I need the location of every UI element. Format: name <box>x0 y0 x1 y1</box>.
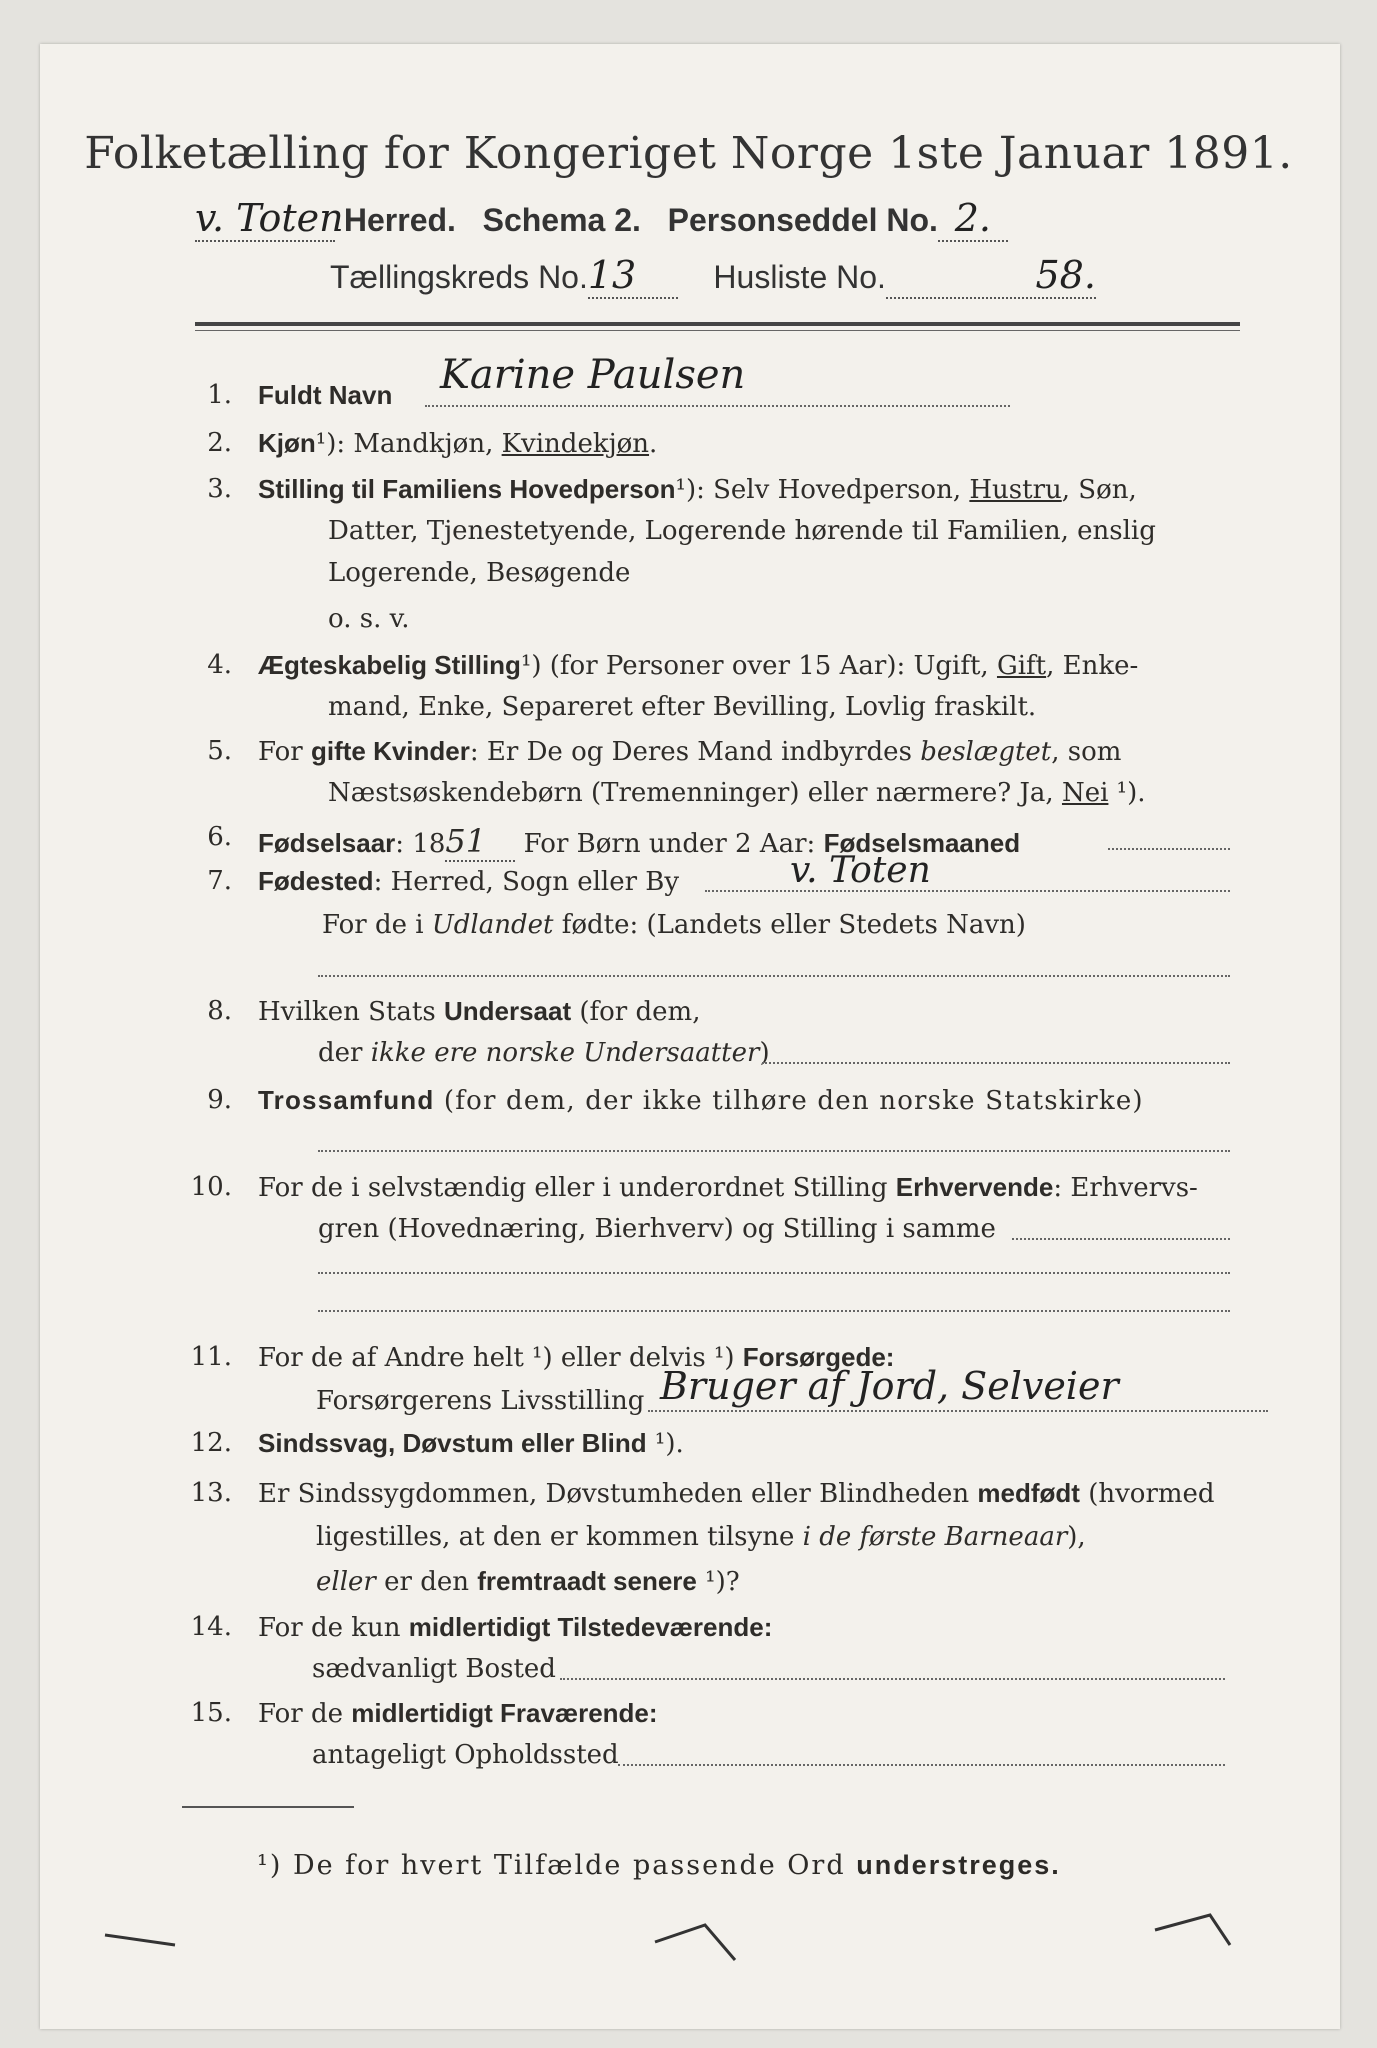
item-3-line-1: Stilling til Familiens Hovedperson¹): Selv Hovedperson, Hustru, Søn, <box>258 474 1137 505</box>
item-13-line-3: eller er den fremtraadt senere ¹)? <box>316 1566 740 1597</box>
item-13-line-1: Er Sindssygdommen, Døvstumheden eller Blindheden medfødt (hvormed <box>258 1478 1215 1509</box>
item-5-line-2: Næstsøskendebørn (Tremenninger) eller nærmere? Ja, Nei ¹). <box>328 778 1146 808</box>
item-number: 3. <box>207 474 232 504</box>
personseddel-value: 2. <box>954 196 992 240</box>
item-number: 14. <box>190 1612 232 1642</box>
item-13-line-2: ligestilles, at den er kommen tilsyne i de første Barneaar), <box>316 1522 1086 1552</box>
item-11-line-2: Forsørgerens Livsstilling <box>316 1386 645 1416</box>
item-number: 13. <box>190 1478 232 1508</box>
item-number: 12. <box>190 1428 232 1458</box>
husliste-value: 58. <box>1035 253 1096 297</box>
item-3-line-4: o. s. v. <box>328 604 410 634</box>
item-15-line-2: antageligt Opholdssted <box>312 1740 619 1770</box>
item-12-text: Sindssvag, Døvstum eller Blind ¹). <box>258 1428 684 1459</box>
item-3-line-2: Datter, Tjenestetyende, Logerende hørende til Familien, enslig <box>328 516 1156 546</box>
husliste-label: Husliste No. <box>713 259 886 295</box>
ink-stroke <box>1155 1915 1230 1945</box>
item-number: 2. <box>207 428 232 458</box>
footnote: ¹) De for hvert Tilfælde passende Ord understreges. <box>257 1850 1061 1881</box>
item-number: 8. <box>207 996 232 1026</box>
item-number: 10. <box>190 1172 232 1202</box>
item-10-line-1: For de i selvstændig eller i underordnet Stilling Erhvervende: Erhvervs- <box>258 1172 1198 1203</box>
item-11-line-1: For de af Andre helt ¹) eller delvis ¹) Forsørgede: <box>258 1342 895 1373</box>
item-7-line-2: For de i Udlandet fødte: (Landets eller Stedets Navn) <box>322 910 1026 940</box>
item-5-line-1: For gifte Kvinder: Er De og Deres Mand indbyrdes beslægtet, som <box>258 736 1122 767</box>
herred-value: v. Toten <box>195 196 344 240</box>
item-number: 1. <box>207 380 232 410</box>
taellingskreds-label: Tællingskreds No. <box>330 259 588 295</box>
item-14-line-2: sædvanligt Bosted <box>312 1654 556 1684</box>
item-4-line-1: Ægteskabelig Stilling¹) (for Personer over 15 Aar): Ugift, Gift, Enke- <box>258 650 1139 681</box>
herred-label: Herred. <box>343 202 456 238</box>
item-number: 6. <box>207 822 232 852</box>
item-4-line-2: mand, Enke, Separeret efter Bevilling, Lovlig fraskilt. <box>328 692 1037 722</box>
birthplace-value: v. Toten <box>790 850 931 891</box>
item-14-line-1: For de kun midlertidigt Tilstedeværende: <box>258 1612 773 1643</box>
item-3-line-3: Logerende, Besøgende <box>328 558 631 588</box>
item-15-line-1: For de midlertidigt Fraværende: <box>258 1698 658 1729</box>
item-9-text: Trossamfund (for dem, der ikke tilhøre den norske Statskirke) <box>258 1085 1144 1116</box>
item-number: 11. <box>190 1342 232 1372</box>
item-number: 7. <box>207 866 232 896</box>
item-8-line-1: Hvilken Stats Undersaat (for dem, <box>258 996 701 1027</box>
item-6-text: Fødselsaar: 1851 For Børn under 2 Aar: Fødselsmaaned <box>258 822 1021 860</box>
item-number: 4. <box>207 650 232 680</box>
item-8-line-2: der ikke ere norske Undersaatter) <box>318 1038 770 1068</box>
item-number: 15. <box>190 1698 232 1728</box>
birth-year-value: 51 <box>445 822 487 860</box>
item-7-line-1: Fødested: Herred, Sogn eller By <box>258 866 680 897</box>
taellingskreds-value: 13 <box>587 253 637 297</box>
item-1-label: Fuldt Navn <box>258 380 393 410</box>
item-number: 5. <box>207 736 232 766</box>
personseddel-label: Personseddel No. <box>667 202 938 238</box>
provider-occupation-value: Bruger af Jord, Selveier <box>660 1364 1119 1408</box>
ink-stroke <box>655 1925 735 1960</box>
item-2-text: Kjøn¹): Mandkjøn, Kvindekjøn. <box>258 428 658 459</box>
item-number: 9. <box>207 1085 232 1115</box>
item-10-line-2: gren (Hovednæring, Bierhverv) og Stilling i samme <box>318 1214 996 1244</box>
form-title: Folketælling for Kongeriget Norge 1ste Januar 1891. <box>84 128 1293 179</box>
full-name-value: Karine Paulsen <box>440 352 746 398</box>
schema-label: Schema 2. <box>482 202 641 238</box>
ink-stroke <box>105 1935 175 1945</box>
